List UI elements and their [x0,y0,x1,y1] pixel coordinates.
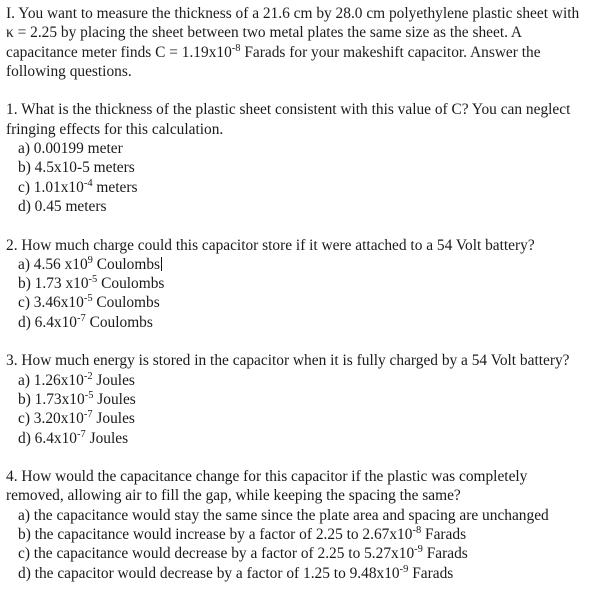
question-3-choices [6,371,594,448]
question-spacer-2 [6,332,594,351]
question-1-choices [6,139,594,216]
choice-4d-exp: -9 [399,563,409,575]
choice-1a[interactable] [18,139,594,158]
choice-2a[interactable] [18,255,594,274]
choice-4b-pre: b) the capacitance would increase by a factor of 2.25 to 2.67x10 [18,526,413,544]
choice-2b-post: Coulombs [97,275,165,293]
choice-4b-post: Farads [421,526,467,544]
choice-1c[interactable] [18,178,594,197]
choice-3d-pre: d) 6.4x10 [18,429,77,447]
choice-3c[interactable] [18,409,594,428]
choice-3c-pre: c) 3.20x10 [18,410,84,428]
choice-3b-exp: -5 [84,389,94,401]
choice-2b[interactable] [18,274,594,293]
choice-2d-pre: d) 6.4x10 [18,313,77,331]
paragraph-spacer [6,81,594,100]
choice-1d-pre: d) 0.45 meters [18,197,107,215]
choice-3d-exp: -7 [77,428,86,440]
choice-2d[interactable] [18,313,594,332]
choice-1c-pre: c) 1.01x10 [18,178,84,196]
choice-4b-exp: -8 [412,524,422,536]
choice-3b-pre: b) 1.73x10 [18,390,85,408]
question-4-choices [6,506,594,583]
question-2-choices [6,255,594,332]
choice-2d-post: Coulombs [85,313,153,331]
question-3-prompt: 3. How much energy is stored in the capacitor when it is fully charged by a 54 Volt battery? [6,352,570,370]
choice-1c-post: meters [92,178,138,196]
text-cursor [161,257,162,271]
choice-2c[interactable] [18,293,594,312]
choice-3b-post: Joules [93,390,136,408]
choice-3d[interactable] [18,429,594,448]
choice-1b-pre: b) 4.5x10-5 meters [18,159,135,177]
choice-3c-post: Joules [92,410,135,428]
choice-2b-pre: b) 1.73 x10 [18,275,89,293]
intro-text-part2: Farads for your makeshift capacitor. Answer the following questions. [6,43,541,80]
question-1-prompt: 1. What is the thickness of the plastic sheet consistent with this value of C? You can neglect fringing effects for this calculation. [6,101,571,138]
choice-1a-pre: a) 0.00199 meter [18,140,123,158]
choice-4a[interactable] [18,506,594,525]
question-2-prompt: 2. How much charge could this capacitor store if it were attached to a 54 Volt battery? [6,236,535,254]
choice-1c-exp: -4 [83,177,93,189]
choice-1b[interactable] [18,158,594,177]
choice-2c-exp: -5 [83,293,93,305]
choice-2a-exp: 9 [87,254,93,266]
question-4-prompt: 4. How would the capacitance change for this capacitor if the plastic was completely removed, allowing air to fill the gap, while keeping the spacing the same? [6,468,528,505]
choice-3d-post: Joules [85,429,129,447]
choice-4c-pre: c) the capacitance would decrease by a factor of 2.25 to 5.27x10 [18,545,415,563]
choice-4c-exp: -9 [414,544,423,556]
question-block-3 [6,351,594,447]
choice-2b-exp: -5 [88,274,98,286]
intro-text-part1: I. You want to measure the thickness of a 21.6 cm by 28.0 cm polyethylene plastic sheet with κ = 2.25 by placing the sheet between two metal plates the same size as the sheet. A capacitance meter finds C = 1.19x10 [6,5,580,61]
choice-3b[interactable] [18,390,594,409]
choice-2a-pre: a) 4.56 x10 [18,255,88,273]
choice-2a-post: Coulombs [92,255,161,273]
question-block-1 [6,100,594,216]
question-spacer-1 [6,216,594,235]
question-block-4 [6,467,594,583]
choice-4d-post: Farads [408,564,454,582]
question-spacer-3 [6,448,594,467]
choice-4c[interactable] [18,544,594,563]
choice-3a[interactable] [18,371,594,390]
intro-paragraph [6,4,594,81]
choice-3a-post: Joules [92,371,135,389]
choice-2d-exp: -7 [77,312,86,324]
choice-2c-pre: c) 3.46x10 [18,294,84,312]
question-block-2 [6,236,594,332]
choice-2c-post: Coulombs [92,294,160,312]
choice-3a-pre: a) 1.26x10 [18,371,84,389]
choice-4b[interactable] [18,525,594,544]
intro-exponent: -8 [231,42,241,54]
choice-4d[interactable] [18,564,594,583]
choice-3a-exp: -2 [83,370,93,382]
choice-4d-pre: d) the capacitor would decrease by a factor of 1.25 to 9.48x10 [18,564,400,582]
choice-4c-post: Farads [422,545,468,563]
choice-3c-exp: -7 [83,409,93,421]
choice-4a-pre: a) the capacitance would stay the same since the plate area and spacing are unchanged [18,506,549,524]
choice-1d[interactable] [18,197,594,216]
